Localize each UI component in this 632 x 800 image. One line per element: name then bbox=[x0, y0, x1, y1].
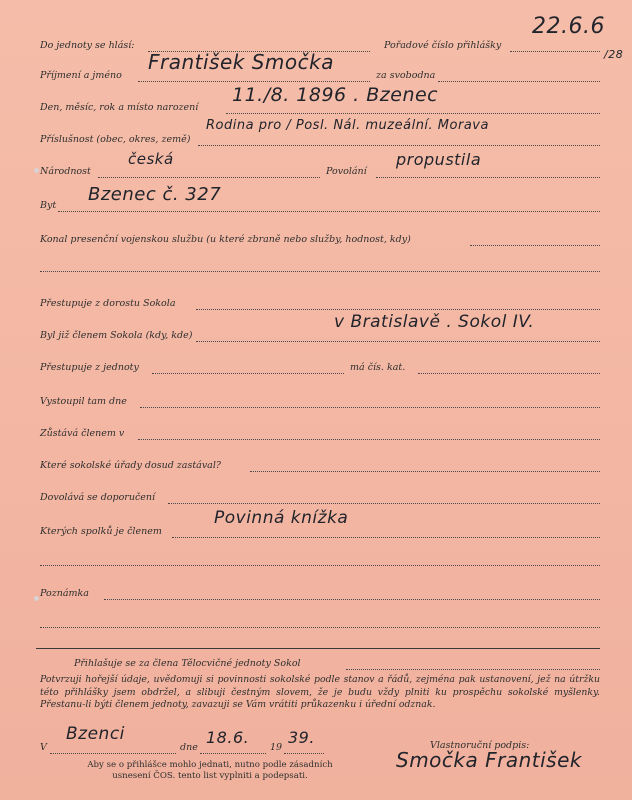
dotted-line bbox=[284, 753, 324, 754]
hw-narodnost: česká bbox=[128, 150, 174, 168]
dotted-line bbox=[376, 177, 600, 178]
hw-povolani: propustila bbox=[396, 150, 482, 169]
hw-narozeni: 11./8. 1896 . Bzenec bbox=[232, 84, 439, 106]
label-vlastnorucni-podpis: Vlastnoruční podpis: bbox=[430, 740, 530, 751]
dotted-line bbox=[196, 309, 600, 310]
dotted-line bbox=[58, 211, 600, 212]
dotted-line bbox=[152, 373, 344, 374]
label-urady: Které sokolské úřady dosud zastával? bbox=[40, 460, 221, 471]
dotted-line bbox=[40, 271, 600, 272]
dotted-line bbox=[40, 565, 600, 566]
dotted-line bbox=[138, 81, 370, 82]
dotted-line bbox=[172, 537, 600, 538]
hw-byt: Bzenec č. 327 bbox=[88, 184, 222, 205]
hw-clenem-sokola: v Bratislavě . Sokol IV. bbox=[334, 312, 535, 332]
label-z-jednoty: Přestupuje z jednoty bbox=[40, 362, 139, 373]
label-v: V bbox=[40, 742, 47, 753]
dotted-line bbox=[510, 51, 600, 52]
label-do-jednoty: Do jednoty se hlásí: bbox=[40, 40, 135, 51]
dotted-line bbox=[98, 177, 320, 178]
punch-hole bbox=[34, 596, 39, 601]
hw-prislusnost: Rodina pro / Posl. Nál. muzeální. Morava bbox=[206, 118, 489, 133]
hw-datum: 18.6. bbox=[206, 728, 250, 747]
note-line-1: Aby se o přihlášce mohlo jednati, nutno podle zásadních bbox=[87, 760, 333, 770]
label-dne: dne bbox=[180, 742, 198, 753]
hw-misto: Bzenci bbox=[66, 724, 125, 744]
label-prijmeni: Příjmení a jméno bbox=[40, 70, 122, 81]
dotted-line bbox=[200, 753, 266, 754]
hw-podpis: Smočka František bbox=[396, 748, 582, 772]
note-line-2: usnesení ČOS. tento list vyplniti a podepsati. bbox=[112, 771, 308, 781]
label-za-svobodna: za svobodna bbox=[376, 70, 436, 81]
label-spolku: Kterých spolků je členem bbox=[40, 526, 162, 537]
label-poradove-cislo: Pořadové číslo přihlášky bbox=[384, 40, 502, 51]
hw-poradove-cislo: 22.6.6 bbox=[532, 14, 605, 39]
divider-rule bbox=[36, 648, 600, 649]
label-clenem-sokola: Byl již členem Sokola (kdy, kde) bbox=[40, 330, 193, 341]
dotted-line bbox=[196, 341, 600, 342]
dotted-line bbox=[226, 113, 600, 114]
dotted-line bbox=[140, 407, 600, 408]
label-vystoupil: Vystoupil tam dne bbox=[40, 396, 127, 407]
label-ma-cis-kat: má čís. kat. bbox=[350, 362, 406, 373]
label-dorost: Přestupuje z dorostu Sokola bbox=[40, 298, 176, 309]
dotted-line bbox=[138, 439, 600, 440]
dotted-line bbox=[418, 373, 600, 374]
label-povolani: Povolání bbox=[326, 166, 367, 177]
dotted-line bbox=[250, 471, 600, 472]
dotted-line bbox=[168, 503, 600, 504]
label-rok: 19 bbox=[270, 742, 283, 753]
dotted-line bbox=[40, 627, 600, 628]
dotted-line bbox=[198, 145, 600, 146]
dotted-line bbox=[50, 753, 176, 754]
dotted-line bbox=[346, 669, 600, 670]
label-zustava: Zůstává členem v bbox=[40, 428, 125, 439]
hw-jmeno: František Smočka bbox=[148, 50, 334, 74]
label-poznamka: Poznámka bbox=[40, 588, 89, 599]
declaration-paragraph: Potvrzuji hořejší údaje, uvědomuji si povinnosti sokolské podle stanov a řádů, zejména pak ustanovení, jež na útržku této přihlášky jsem obdržel, a slibuji čestným slovem, že je budu vždy plniti ku prospěchu sokolské myšlenky. Přestanu-li býti členem jednoty, zavazuji se Vám vrátiti průkazenku i úřední odznak. bbox=[40, 674, 600, 710]
label-prihlasuje: Přihlašuje se za člena Tělocvičné jednoty Sokol bbox=[74, 658, 301, 669]
dotted-line bbox=[438, 81, 600, 82]
hw-spolku: Povinná knížka bbox=[214, 508, 349, 528]
punch-hole bbox=[34, 168, 39, 173]
label-narozeni: Den, měsíc, rok a místo narození bbox=[40, 102, 199, 113]
hw-poradove-cislo-sub: /28 bbox=[604, 48, 624, 61]
hw-rok: 39. bbox=[288, 728, 315, 747]
label-narodnost: Národnost bbox=[40, 166, 91, 177]
label-byt: Byt bbox=[40, 200, 57, 211]
label-doporuceni: Dovolává se doporučení bbox=[40, 492, 156, 503]
dotted-line bbox=[470, 245, 600, 246]
label-prislusnost: Příslušnost (obec, okres, země) bbox=[40, 134, 191, 145]
dotted-line bbox=[104, 599, 600, 600]
label-vojenska-sluzba: Konal presenční vojenskou službu (u které zbraně nebo služby, hodnost, kdy) bbox=[40, 234, 411, 245]
